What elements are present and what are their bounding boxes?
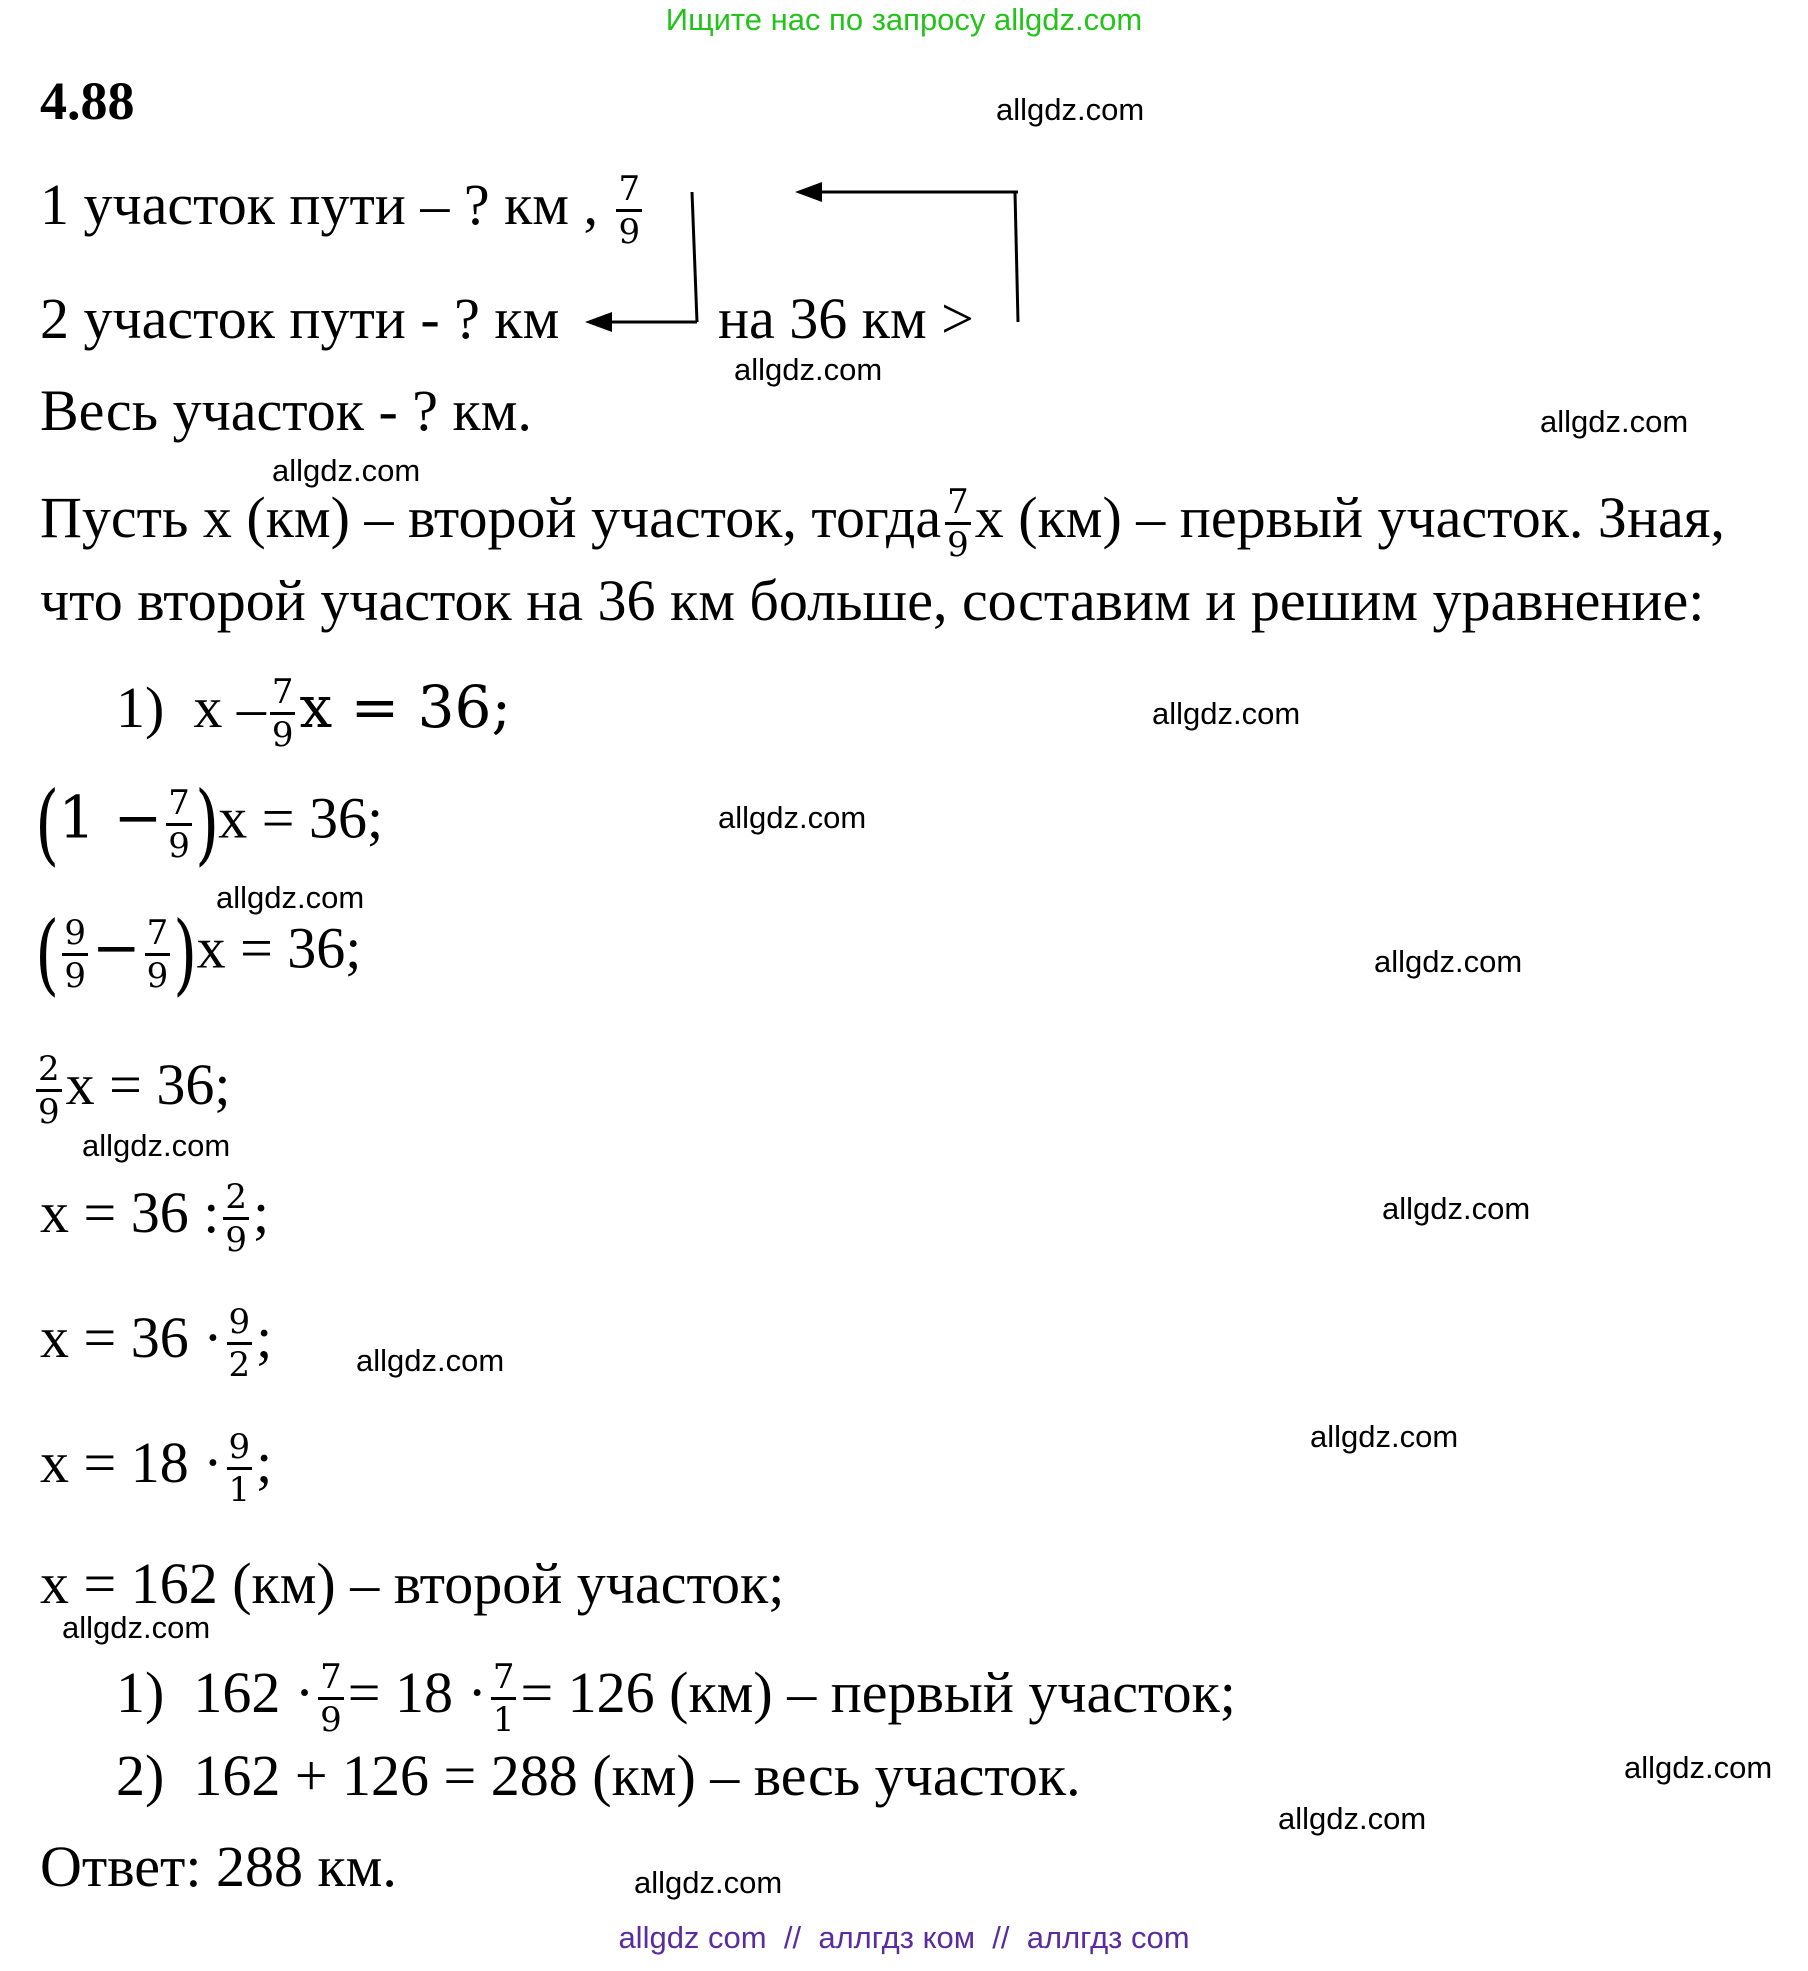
fraction-7-9 bbox=[270, 672, 296, 755]
footer-link-1[interactable]: allgdz com bbox=[618, 1920, 767, 1955]
intro-line-1 bbox=[40, 482, 1725, 565]
fraction-7-9 bbox=[945, 482, 971, 565]
numerator: 7 bbox=[491, 1660, 517, 1700]
numerator: 2 bbox=[36, 1052, 62, 1092]
footer-links bbox=[0, 1922, 1808, 1953]
fraction-9-2 bbox=[227, 1302, 253, 1385]
equation-step-1 bbox=[116, 672, 511, 755]
step-text: 162 + 126 = 288 (км) – весь участок. bbox=[193, 1743, 1081, 1808]
watermark: allgdz.com bbox=[634, 1865, 783, 1900]
arrow-head-left bbox=[585, 312, 612, 332]
numerator: 9 bbox=[227, 1430, 253, 1470]
arrow-line-right-vertical bbox=[1015, 192, 1018, 322]
denominator: 1 bbox=[492, 1700, 515, 1740]
equation-step-8: х = 162 (км) – второй участок; bbox=[40, 1551, 785, 1616]
step-part-a: х = 36 · bbox=[40, 1304, 223, 1370]
step-label: 1) bbox=[116, 1659, 165, 1725]
watermark: allgdz.com bbox=[718, 800, 867, 835]
numerator: 7 bbox=[945, 485, 971, 525]
given-line-1-text: 1 участок пути – ? км , bbox=[40, 171, 598, 237]
fraction-7-1 bbox=[491, 1657, 517, 1740]
problem-number: 4.88 bbox=[40, 71, 135, 131]
denominator: 9 bbox=[947, 525, 969, 565]
fraction-9-1 bbox=[227, 1427, 253, 1510]
step-one-minus: 1 − bbox=[58, 783, 163, 852]
step-part-b: = 18 · bbox=[347, 1659, 487, 1725]
denominator: 9 bbox=[146, 955, 169, 996]
equation-step-6 bbox=[40, 1302, 273, 1385]
watermark: allgdz.com bbox=[1382, 1191, 1531, 1226]
denominator: 9 bbox=[618, 212, 641, 252]
step-part-a: х = 18 · bbox=[40, 1429, 223, 1495]
right-paren: ) bbox=[173, 902, 198, 1005]
numerator: 7 bbox=[270, 675, 296, 715]
step-part-b: ; bbox=[256, 1304, 273, 1370]
numerator: 7 bbox=[616, 172, 642, 212]
watermark: allgdz.com bbox=[82, 1128, 231, 1163]
step-part-a: 162 · bbox=[193, 1659, 315, 1725]
step-label: 1) bbox=[116, 674, 165, 740]
denominator: 9 bbox=[168, 825, 190, 866]
watermark: allgdz.com bbox=[1152, 696, 1301, 731]
watermark: allgdz.com bbox=[734, 352, 883, 387]
denominator: 9 bbox=[64, 955, 86, 996]
equation-step-4 bbox=[36, 1049, 231, 1132]
arrow-head-right bbox=[795, 182, 822, 202]
arrow-line-left-vertical bbox=[692, 192, 697, 322]
denominator: 9 bbox=[225, 1220, 247, 1260]
watermark: allgdz.com bbox=[1540, 404, 1689, 439]
numerator: 7 bbox=[145, 916, 171, 956]
step-rest: х = 36; bbox=[218, 785, 384, 851]
solution-step-2 bbox=[116, 1743, 1081, 1808]
right-paren: ) bbox=[195, 772, 220, 875]
step-part-a: х = 36 : bbox=[40, 1179, 220, 1245]
minus-sign: − bbox=[91, 913, 141, 982]
fraction-9-9 bbox=[62, 912, 88, 996]
step-part-b: ; bbox=[252, 1179, 270, 1245]
step-rest: х = 36; bbox=[65, 1051, 231, 1117]
fraction-2-9 bbox=[36, 1049, 62, 1132]
footer-separator: // bbox=[992, 1920, 1010, 1955]
watermark: allgdz.com bbox=[996, 92, 1145, 127]
intro-part-2: х (км) – первый участок. Зная, bbox=[974, 484, 1725, 550]
numerator: 7 bbox=[318, 1660, 344, 1700]
answer: Ответ: 288 км. bbox=[40, 1834, 397, 1899]
equation-step-3 bbox=[35, 902, 362, 1005]
numerator: 2 bbox=[223, 1180, 249, 1220]
step-part-b: x = 36; bbox=[299, 672, 511, 741]
denominator: 9 bbox=[271, 715, 294, 755]
denominator: 9 bbox=[320, 1700, 342, 1740]
fraction-2-9 bbox=[223, 1177, 249, 1260]
intro-part-1: Пусть х (км) – второй участок, тогда bbox=[40, 484, 942, 550]
numerator: 9 bbox=[227, 1305, 253, 1345]
left-paren: ( bbox=[35, 772, 60, 875]
denominator: 2 bbox=[228, 1345, 251, 1385]
search-hint: Ищите нас по запросу allgdz.com bbox=[665, 2, 1143, 37]
equation-step-2 bbox=[35, 772, 384, 875]
equation-step-5 bbox=[40, 1177, 270, 1260]
solution-step-1 bbox=[116, 1657, 1236, 1740]
left-paren: ( bbox=[35, 902, 60, 1005]
watermark: allgdz.com bbox=[1278, 1801, 1427, 1836]
equation-step-7 bbox=[40, 1427, 273, 1510]
watermark: allgdz.com bbox=[356, 1343, 505, 1378]
watermark: allgdz.com bbox=[1310, 1419, 1459, 1454]
footer-separator: // bbox=[783, 1920, 802, 1955]
denominator: 1 bbox=[228, 1470, 251, 1510]
fraction-7-9 bbox=[145, 912, 171, 996]
footer-link-3[interactable]: аллгдз com bbox=[1026, 1920, 1190, 1955]
watermark: allgdz.com bbox=[272, 453, 421, 488]
step-part-a: x – bbox=[193, 674, 266, 740]
step-part-b: ; bbox=[256, 1429, 273, 1495]
numerator: 9 bbox=[62, 916, 88, 956]
given-line-2-compare: на 36 км > bbox=[718, 286, 974, 351]
numerator: 7 bbox=[166, 786, 192, 826]
watermark: allgdz.com bbox=[1624, 1750, 1773, 1785]
fraction-7-9 bbox=[318, 1657, 344, 1740]
given-line-3: Весь участок - ? км. bbox=[40, 378, 532, 443]
fraction-7-9 bbox=[166, 782, 192, 866]
given-line-2: 2 участок пути - ? км bbox=[40, 286, 560, 351]
watermark: allgdz.com bbox=[216, 880, 365, 915]
intro-line-2: что второй участок на 36 км больше, составим и решим уравнение: bbox=[40, 568, 1705, 633]
step-label: 2) bbox=[116, 1743, 165, 1808]
watermark: allgdz.com bbox=[62, 1610, 211, 1645]
relation-arrows bbox=[0, 0, 1808, 400]
footer-link-2[interactable]: аллгдз ком bbox=[818, 1920, 976, 1955]
denominator: 9 bbox=[38, 1092, 60, 1132]
step-rest: х = 36; bbox=[196, 915, 362, 981]
step-part-c: = 126 (км) – первый участок; bbox=[520, 1659, 1236, 1725]
watermark: allgdz.com bbox=[1374, 944, 1523, 979]
